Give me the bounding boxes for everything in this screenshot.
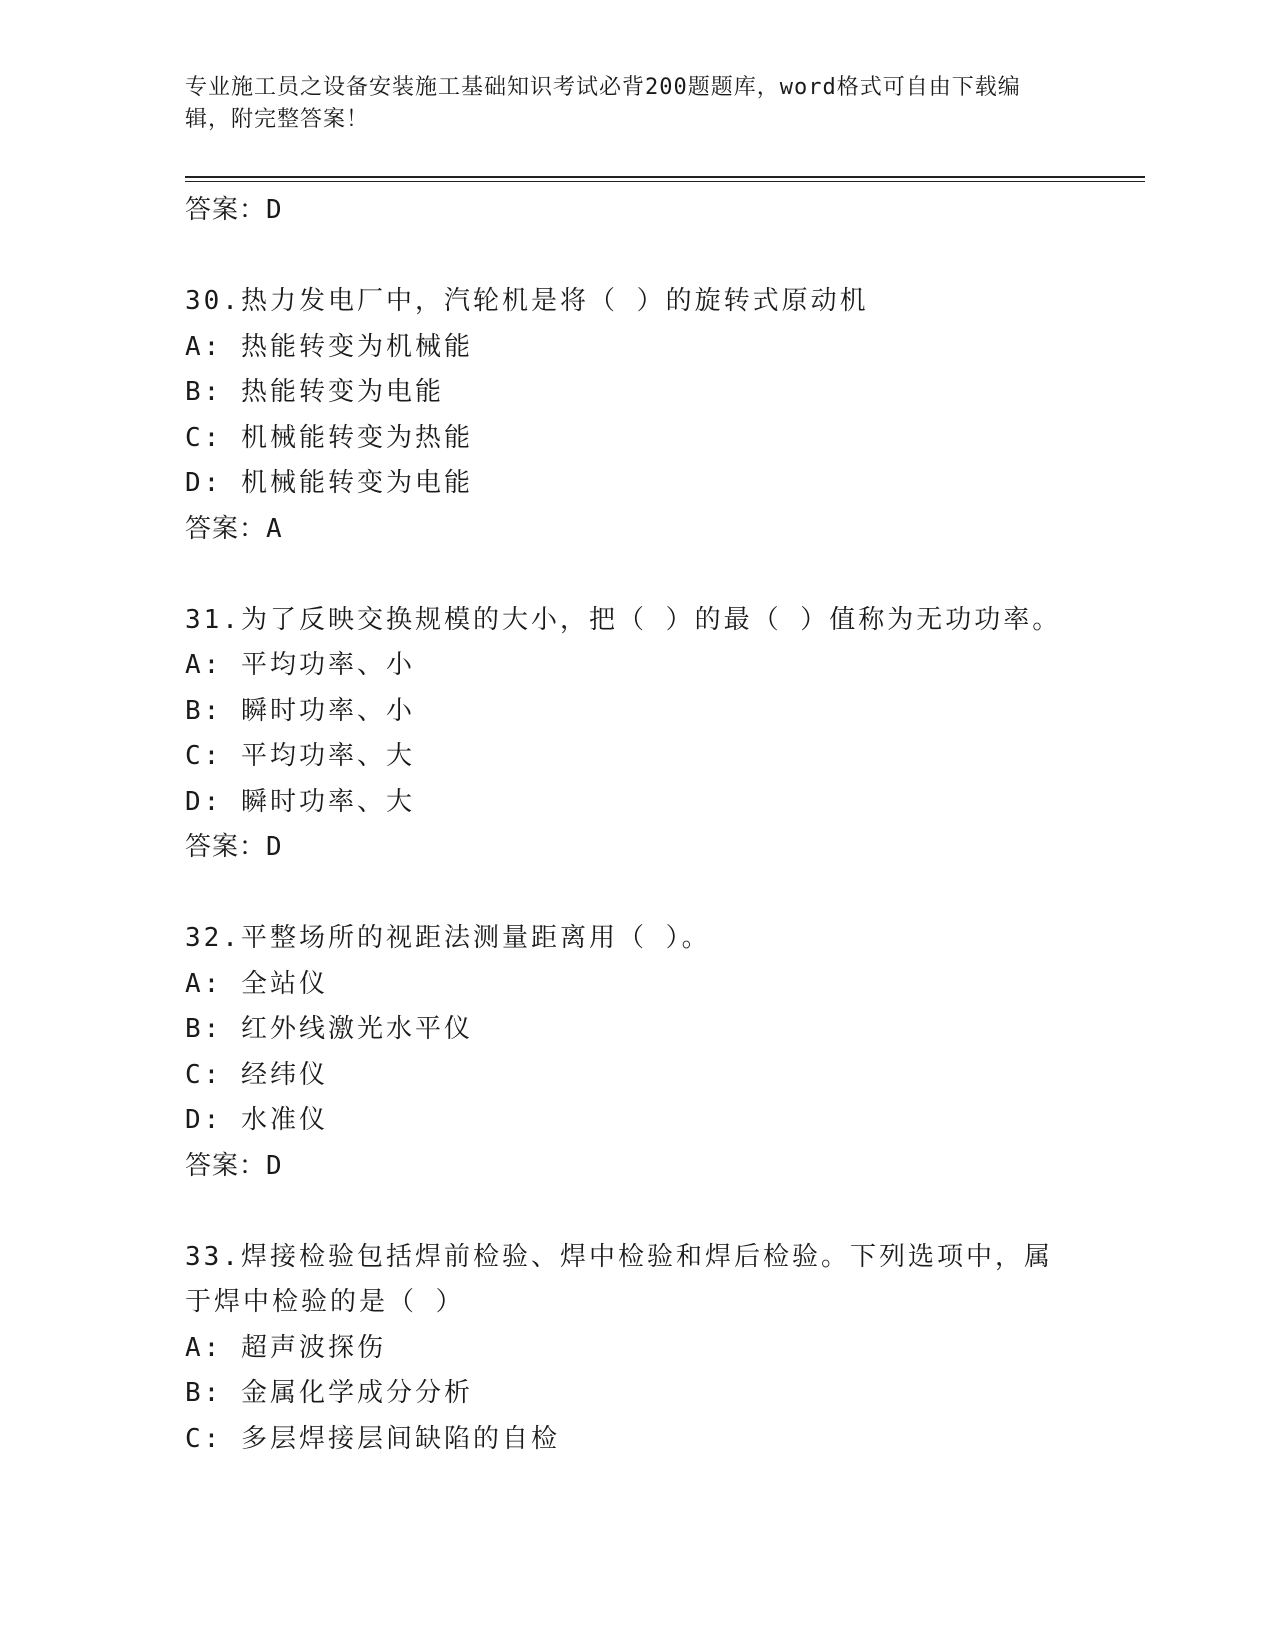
answer-line: 答案：D: [185, 1150, 283, 1181]
question-stem: 32.平整场所的视距法测量距离用（ ）。: [185, 923, 711, 953]
option-c: C: 机械能转变为热能: [185, 422, 473, 453]
question-stem: 30.热力发电厂中，汽轮机是将（ ）的旋转式原动机: [185, 286, 869, 316]
question-stem: 33.焊接检验包括焊前检验、焊中检验和焊后检验。下列选项中，属于焊中检验的是（ ）: [185, 1241, 1053, 1317]
option-b: B: 热能转变为电能: [185, 377, 444, 407]
option-d: D: 机械能转变为电能: [185, 468, 473, 498]
option-c: C: 经纬仪: [185, 1059, 328, 1090]
question-block: [185, 279, 1145, 552]
header-divider-thin: [185, 181, 1145, 182]
option-c: C: 多层焊接层间缺陷的自检: [185, 1423, 560, 1454]
document-body: [185, 188, 1145, 1462]
option-c: C: 平均功率、大: [185, 741, 415, 771]
option-a: A: 热能转变为机械能: [185, 331, 473, 362]
option-a: A: 平均功率、小: [185, 650, 415, 680]
option-d: D: 瞬时功率、大: [185, 786, 415, 817]
header-divider: [185, 176, 1145, 178]
answer-line: 答案：A: [185, 513, 283, 544]
question-block: [185, 598, 1145, 871]
option-b: B: 瞬时功率、小: [185, 695, 415, 726]
option-d: D: 水准仪: [185, 1105, 328, 1135]
option-b: B: 金属化学成分分析: [185, 1378, 473, 1408]
question-block: [185, 916, 1145, 1189]
answer-line: 答案：D: [185, 195, 283, 225]
option-a: A: 超声波探伤: [185, 1332, 386, 1363]
question-stem: 31.为了反映交换规模的大小，把（ ）的最（ ）值称为无功功率。: [185, 604, 1062, 635]
question-block: [185, 1235, 1145, 1463]
document-header: 专业施工员之设备安装施工基础知识考试必背200题题库，word格式可自由下载编辑，附完整答案！: [185, 75, 1021, 132]
answer-line: 答案：D: [185, 832, 283, 862]
option-b: B: 红外线激光水平仪: [185, 1014, 473, 1044]
option-a: A: 全站仪: [185, 968, 328, 999]
